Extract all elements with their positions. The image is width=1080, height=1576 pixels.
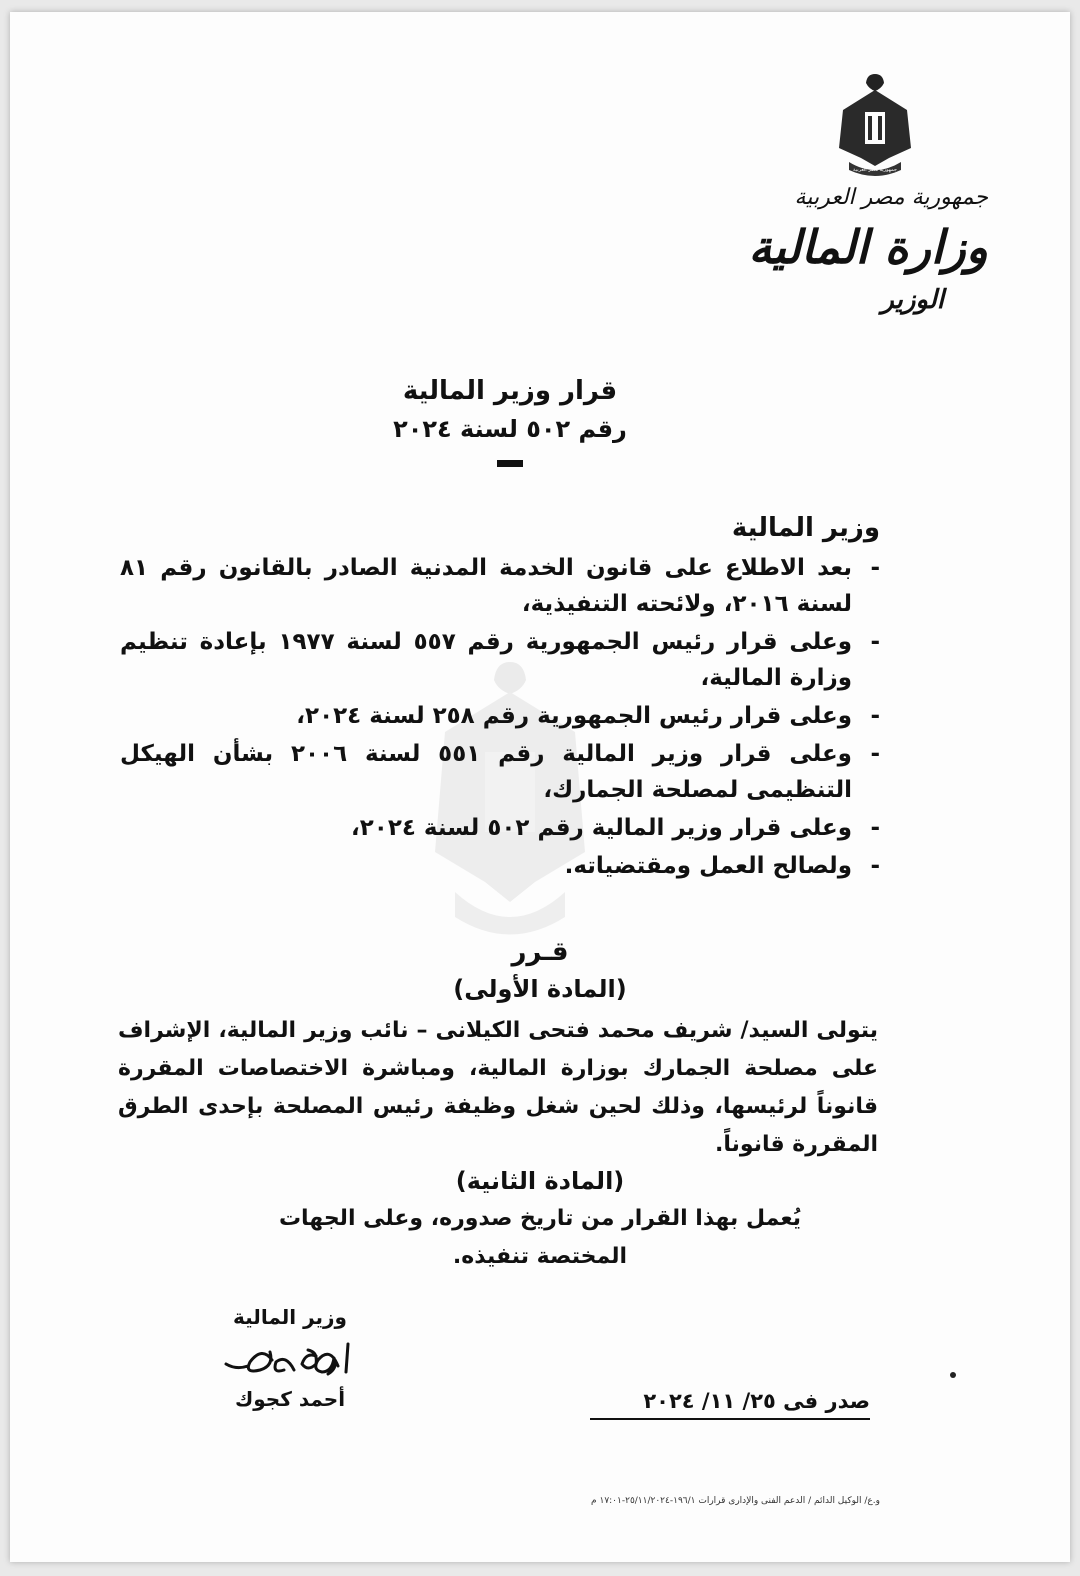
- decree-title: [340, 372, 680, 467]
- minister-label: الوزير: [881, 285, 944, 315]
- list-item: - وعلى قرار وزير المالية رقم ٥٥١ لسنة ٢٠٠٦ بشأن الهيكل التنظيمى لمصلحة الجمارك،: [120, 736, 880, 808]
- signature-title: وزير المالية: [233, 1305, 347, 1329]
- ministry-name: وزارة المالية: [748, 220, 988, 274]
- list-item: - وعلى قرار وزير المالية رقم ٥٠٢ لسنة ٢٠٢٤،: [120, 810, 880, 846]
- preamble-heading: وزير المالية: [731, 513, 880, 543]
- letterhead: [688, 182, 988, 320]
- title-divider: [497, 460, 523, 467]
- decree-number: رقم ٥٠٢ لسنة ٢٠٢٤: [393, 415, 627, 443]
- list-item: - ولصالح العمل ومقتضياته.: [120, 848, 880, 884]
- emblem-caption: جمهورية مصر العربية: [853, 167, 897, 173]
- article2-body: يُعمل بهذا القرار من تاريخ صدوره، وعلى الجهات المختصة تنفيذه.: [278, 1206, 802, 1269]
- decision-word: قـرر: [511, 937, 569, 967]
- list-item: - وعلى قرار رئيس الجمهورية رقم ٢٥٨ لسنة ٢٠٢٤،: [120, 698, 880, 734]
- article1-body: يتولى السيد/ شريف محمد فتحى الكيلانى – نائب وزير المالية، الإشراف على مصلحة الجمارك بوزارة المالية، ومباشرة الاختصاصات المقررة قانوناً لرئيسها، وذلك لحين شغل وظيفة رئيس المصلحة بإحدى الطرق المقررة قانوناً.: [118, 1018, 878, 1157]
- issue-date: صدر فى ٢٥/ ١١/ ٢٠٢٤: [590, 1386, 870, 1420]
- preamble-list: [120, 550, 880, 884]
- decree-title-line1: قرار وزير المالية: [402, 376, 618, 406]
- republic-name: جمهورية مصر العربية: [794, 185, 988, 210]
- list-item: - وعلى قرار رئيس الجمهورية رقم ٥٥٧ لسنة ١٩٧٧ بإعادة تنظيم وزارة المالية،: [120, 624, 880, 696]
- list-item: - بعد الاطلاع على قانون الخدمة المدنية الصادر بالقانون رقم ٨١ لسنة ٢٠١٦، ولائحته التنفيذية،: [120, 550, 880, 622]
- document-page: [10, 12, 1070, 1562]
- article1-title: (المادة الأولى): [453, 975, 627, 1003]
- article2-title: (المادة الثانية): [455, 1167, 625, 1195]
- signature-block: [205, 1302, 375, 1414]
- footer-reference: و.ع/ الوكيل الدائم / الدعم الفنى والإدارى قرارات ١٩٦/١-٢٥/١١/٢٠٢٤-١٧:٠١ م: [591, 1496, 880, 1506]
- decision-heading: [210, 934, 870, 1008]
- signatory-name: أحمد كجوك: [234, 1387, 346, 1411]
- ink-dot: [950, 1372, 956, 1378]
- preamble: [120, 508, 880, 886]
- eagle-emblem-icon: [835, 70, 915, 178]
- handwritten-signature-icon: [220, 1336, 360, 1380]
